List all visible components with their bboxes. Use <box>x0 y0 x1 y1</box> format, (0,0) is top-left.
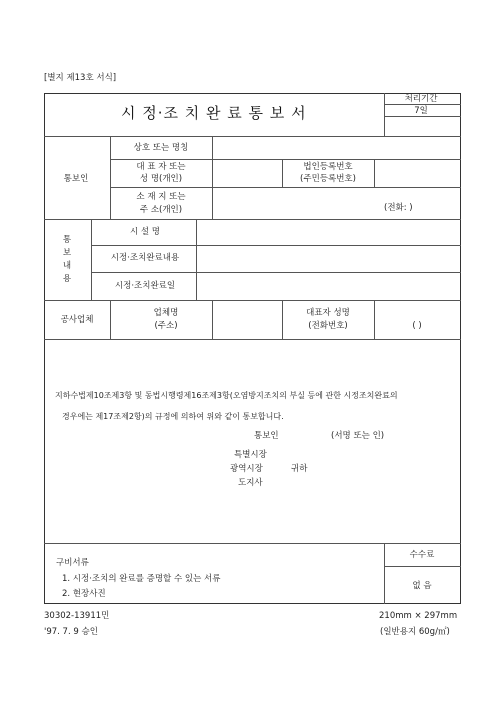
recipient-2: 광역시장 <box>230 464 263 474</box>
divider-body <box>44 543 461 544</box>
body-line-2: 경우에는 제17조제2항)의 규정에 의하여 위와 같이 통보합니다. <box>62 412 284 421</box>
corp-number-label-1: 법인등록번호 <box>303 162 353 172</box>
representative-label-2: 성 명(개인) <box>139 174 183 184</box>
facility-name-field[interactable] <box>197 220 460 244</box>
completion-date-field[interactable] <box>197 273 460 299</box>
contractor-name-label-2: (주소) <box>154 321 178 331</box>
recipient-3: 도지사 <box>238 478 263 488</box>
fee-label: 수수료 <box>409 550 435 560</box>
business-name-label: 상호 또는 명칭 <box>133 143 189 153</box>
address-label-2: 주 소(개인) <box>139 205 183 215</box>
business-name-field[interactable] <box>213 137 460 158</box>
completion-content-label: 시정·조치완료내용 <box>110 253 180 263</box>
document-item-1: 1. 시정·조치의 완료를 증명할 수 있는 서류 <box>62 574 221 584</box>
period-value: 7일 <box>414 106 428 116</box>
content-label-char-3: 내 <box>62 261 72 271</box>
reporter-section-label: 통보인 <box>63 174 89 184</box>
content-label-char-1: 통 <box>62 235 72 245</box>
approval-date: '97. 7. 9 승인 <box>44 627 98 637</box>
contractor-phone-field[interactable]: ( ) <box>412 321 422 331</box>
facility-name-label: 시 설 명 <box>129 227 161 237</box>
document-item-2: 2. 현장사진 <box>62 589 106 599</box>
paper-type: (일반용지 60g/㎡) <box>380 627 450 637</box>
sign-note[interactable]: (서명 또는 인) <box>331 431 385 441</box>
form-code: 30302-13911민 <box>44 611 110 621</box>
phone-label: (전화: ) <box>384 203 413 213</box>
address-field[interactable] <box>213 188 460 218</box>
content-label-char-4: 용 <box>62 274 72 284</box>
documents-label: 구비서류 <box>56 558 89 568</box>
period-label: 처리기간 <box>404 94 438 104</box>
page-title: 시 정·조 치 완 료 통 보 서 <box>121 104 307 122</box>
contractor-rep-label-2: (전화번호) <box>308 321 348 331</box>
honorific: 귀하 <box>291 464 308 474</box>
paper-size: 210mm × 297mm <box>379 611 458 621</box>
contractor-name-field[interactable] <box>213 301 281 338</box>
representative-field[interactable] <box>213 160 281 186</box>
fee-value: 없 음 <box>412 581 432 591</box>
body-line-1: 지하수법제10조제3항 및 동법시행령제16조제3항(오염방지조치의 부실 등에 관한 시정조치완료의 <box>55 391 398 400</box>
corp-number-field[interactable] <box>375 160 460 186</box>
representative-label-1: 대 표 자 또는 <box>136 162 186 172</box>
completion-date-label: 시정·조치완료일 <box>114 281 176 291</box>
contractor-name-label-1: 업체명 <box>153 308 179 318</box>
content-label-char-2: 보 <box>62 248 72 258</box>
contractor-label: 공사업체 <box>60 315 94 325</box>
recipient-1: 특별시장 <box>234 450 267 460</box>
contractor-rep-label-1: 대표자 성명 <box>306 308 350 318</box>
address-label-1: 소 재 지 또는 <box>136 192 186 202</box>
divider-contractor <box>44 339 461 340</box>
signer-label: 통보인 <box>254 431 279 441</box>
completion-content-field[interactable] <box>197 246 460 271</box>
corp-number-label-2: (주민등록번호) <box>300 174 356 184</box>
form-number-label: [별지 제13호 서식] <box>44 73 117 83</box>
